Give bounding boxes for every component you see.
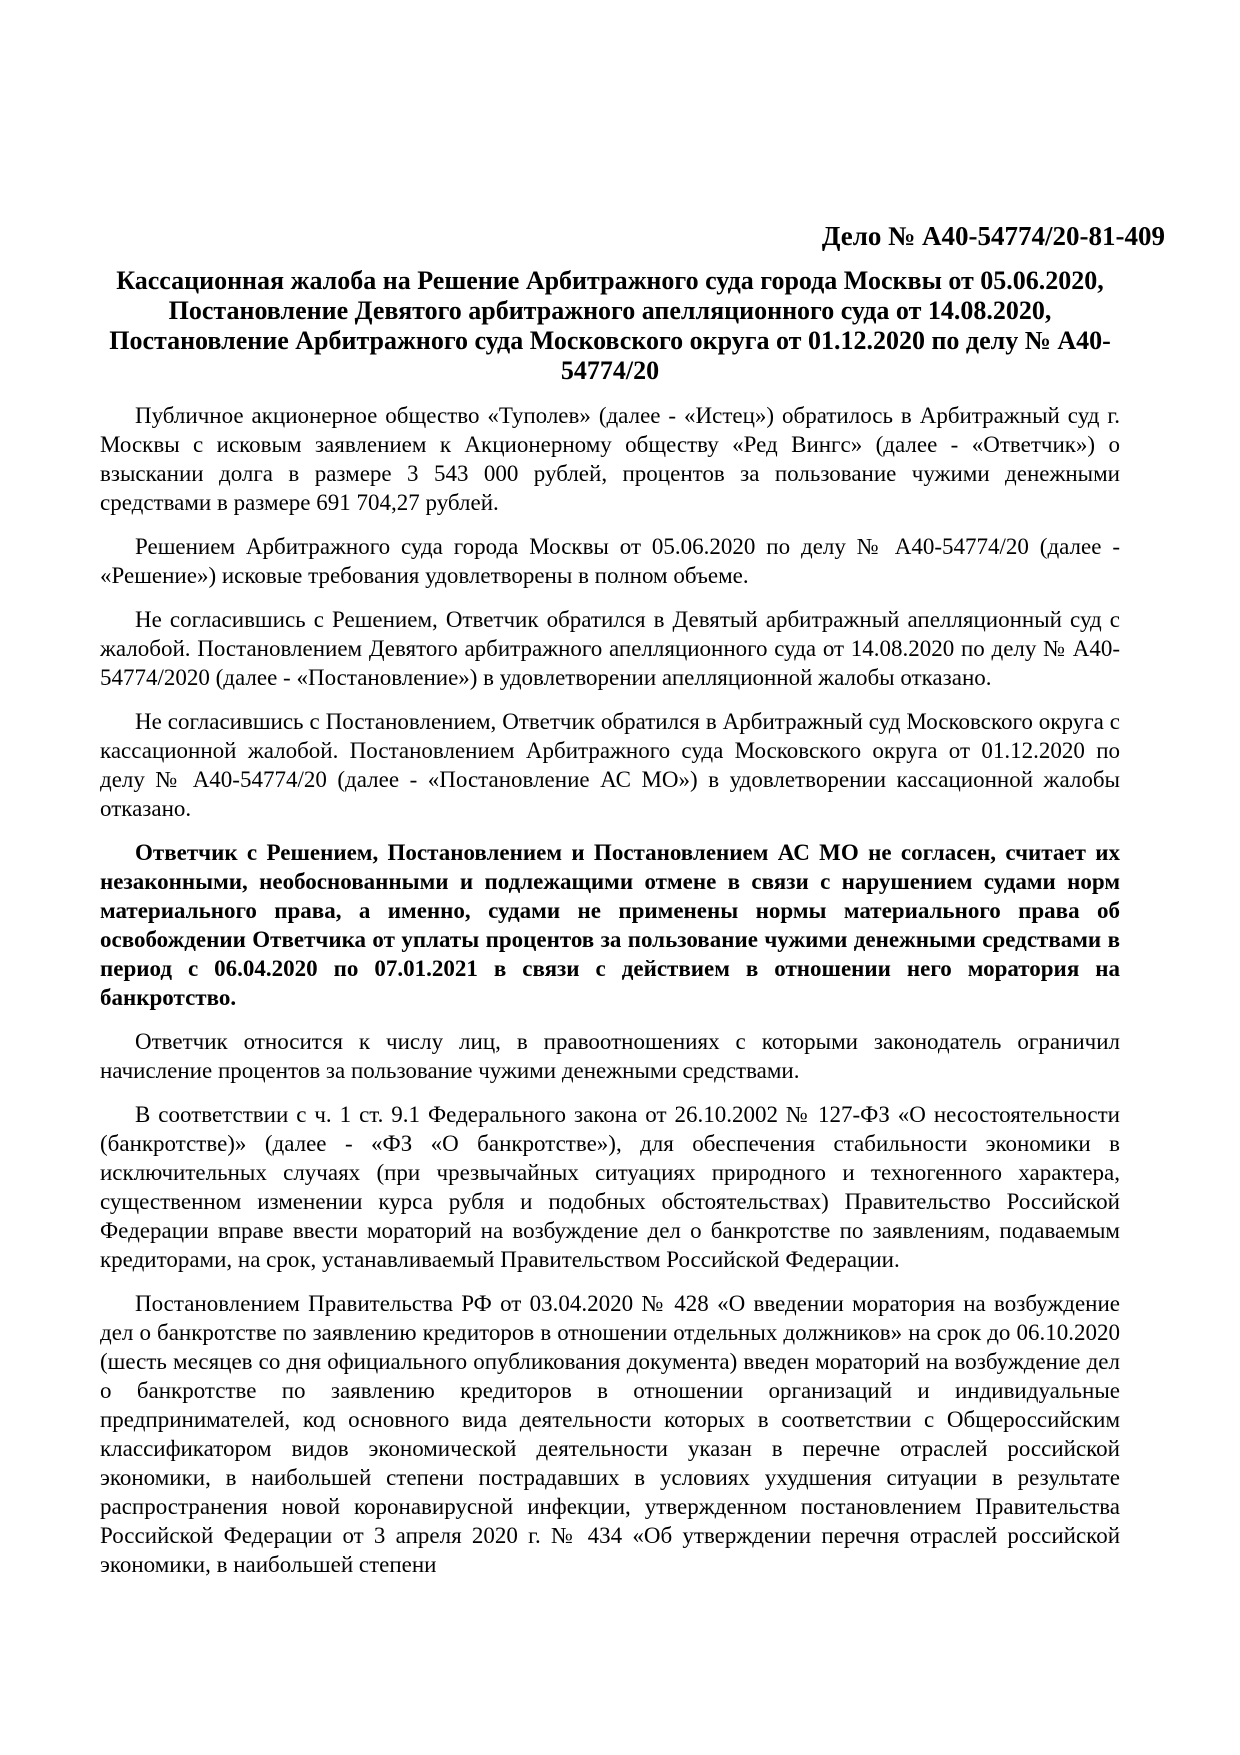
paragraph-disagreement-statement: Ответчик с Решением, Постановлением и Постановлением АС МО не согласен, считает их незаконными, необоснованными и подлежащими отмене в связи с нарушением судами норм материального права, а именно, судами не применены нормы материального права об освобождении Ответчика от уплаты процентов за пользование чужими денежными средствами в период с 06.04.2020 по 07.01.2021 в связи с действием в отношении него моратория на банкротство. — [100, 840, 1120, 1010]
document-title: Кассационная жалоба на Решение Арбитражного суда города Москвы от 05.06.2020, Постановление Девятого арбитражного апелляционного суда от 14.08.2020, Постановление Арбитражного суда Московского округа от 01.12.2020 по делу № А40-54774/20 — [109, 266, 1111, 385]
paragraph-moratorium-decree: Постановлением Правительства РФ от 03.04.2020 № 428 «О введении моратория на возбуждение дел о банкротстве по заявлению кредиторов в отношении отдельных должников» на срок до 06.10.2020 (шесть месяцев со дня официального опубликования документа) введен мораторий на возбуждение дел о банкротстве по заявлению кредиторов в отношении организаций и индивидуальные предпринимателей, код основного вида деятельности которых в соответствии с Общероссийским классификатором видов экономической деятельности указан в перечне отраслей российской экономики, в наибольшей степени пострадавших в условиях ухудшения ситуации в результате распространения новой коронавирусной инфекции, утвержденном постановлением Правительства Российской Федерации от 3 апреля 2020 г. № 434 «Об утверждении перечня отраслей российской экономики, в наибольшей степени — [100, 1291, 1120, 1577]
paragraph-bankruptcy-law-reference: В соответствии с ч. 1 ст. 9.1 Федерального закона от 26.10.2002 № 127-ФЗ «О несостоятельности (банкротстве)» (далее - «ФЗ «О банкротстве»), для обеспечения стабильности экономики в исключительных случаях (при чрезвычайных ситуациях природного и техногенного характера, существенном изменении курса рубля и подобных обстоятельствах) Правительство Российской Федерации вправе ввести мораторий на возбуждение дел о банкротстве по заявлениям, подаваемым кредиторами, на срок, устанавливаемый Правительством Российской Федерации. — [100, 1102, 1120, 1272]
paragraph-debtor-category: Ответчик относится к числу лиц, в правоотношениях с которыми законодатель ограничил начисление процентов за пользование чужими денежными средствами. — [100, 1029, 1120, 1083]
paragraph-first-instance-decision: Решением Арбитражного суда города Москвы от 05.06.2020 по делу № А40-54774/20 (далее - «Решение») исковые требования удовлетворены в полном объеме. — [100, 534, 1120, 588]
paragraph-claim-filed: Публичное акционерное общество «Туполев» (далее - «Истец») обратилось в Арбитражный суд г. Москвы с исковым заявлением к Акционерному обществу «Ред Вингс» (далее - «Ответчик») о взыскании долга в размере 3 543 000 рублей, процентов за пользование чужими денежными средствами в размере 691 704,27 рублей. — [100, 403, 1120, 515]
paragraph-appeal-court: Не согласившись с Решением, Ответчик обратился в Девятый арбитражный апелляционный суд с жалобой. Постановлением Девятого арбитражного апелляционного суда от 14.08.2020 по делу № А40-54774/2020 (далее - «Постановление») в удовлетворении апелляционной жалобы отказано. — [100, 607, 1120, 690]
case-number: Дело № А40-54774/20-81-409 — [821, 221, 1165, 251]
paragraph-cassation-court: Не согласившись с Постановлением, Ответчик обратился в Арбитражный суд Московского округа с кассационной жалобой. Постановлением Арбитражного суда Московского округа от 01.12.2020 по делу № А40-54774/20 (далее - «Постановление АС МО») в удовлетворении кассационной жалобы отказано. — [100, 709, 1120, 821]
